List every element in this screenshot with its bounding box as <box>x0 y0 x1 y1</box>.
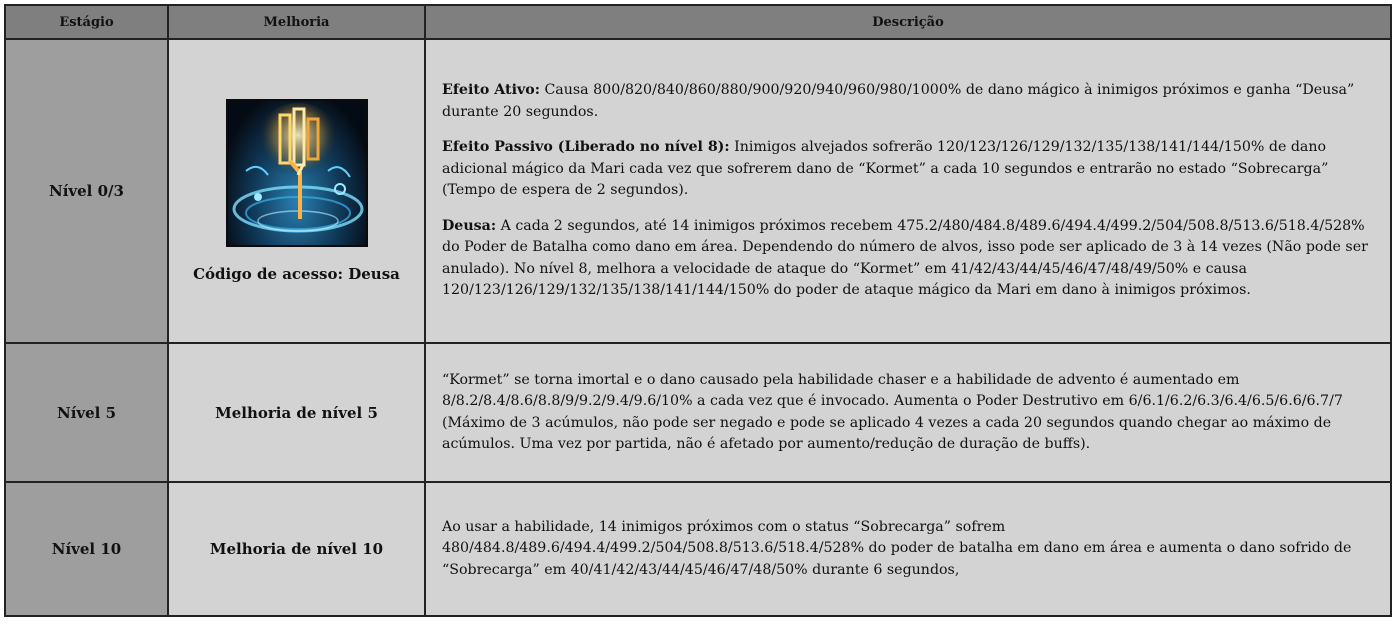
desc-label: Deusa: <box>442 217 497 234</box>
desc-paragraph: Ao usar a habilidade, 14 inimigos próximos com o status “Sobrecarga” sofrem 480/484.8/489.6/494.4/499.2/504/508.8/513.6/518.4/528% do poder de batalha em dano em área e aumenta o dano sofrido de “Sobrecarga” em 40/41/42/43/44/45/46/47/48/50% durante 6 segundos, <box>442 518 1352 578</box>
description-cell <box>425 482 1391 616</box>
upgrade-cell: Melhoria de nível 5 <box>168 343 425 482</box>
desc-paragraph <box>442 137 1382 202</box>
table-header-row <box>5 5 1391 39</box>
desc-paragraph <box>442 216 1382 302</box>
deusa-skill-icon <box>226 99 368 247</box>
table-row <box>5 482 1391 616</box>
skill-upgrade-table <box>4 4 1392 617</box>
header-stage: Estágio <box>5 5 168 39</box>
desc-paragraph <box>442 80 1382 123</box>
stage-cell: Nível 5 <box>5 343 168 482</box>
description-cell <box>425 39 1391 343</box>
desc-label: Efeito Passivo (Liberado no nível 8): <box>442 139 730 156</box>
skill-table-container <box>4 4 1392 617</box>
desc-paragraph: “Kormet” se torna imortal e o dano causado pela habilidade chaser e a habilidade de advento é aumentado em 8/8.2/8.4/8.6/8.8/9/9.2/9.4/9.6/10% a cada vez que é invocado. Aumenta o Poder Destrutivo em 6/6.1/6.2/6.3/6.4/6.5/6.6/6.7/7 (Máximo de 3 acúmulos, não pode ser negado e pode se aplicado 4 vezes a cada 20 segundos quando chegar ao máximo de acúmulos. Uma vez por partida, não é afetado por aumento/redução de duração de buffs). <box>442 371 1343 452</box>
upgrade-cell: Melhoria de nível 10 <box>168 482 425 616</box>
desc-text: A cada 2 segundos, até 14 inimigos próximos recebem 475.2/480/484.8/489.6/494.4/499.2/504/508.8/513.6/518.4/528% do Poder de Batalha como dano em área. Dependendo do número de alvos, isso pode ser aplicado de 3 à 14 vezes (Não pode ser anulado). No nível 8, melhora a velocidade de ataque do “Kormet” em 41/42/43/44/45/46/47/48/49/50% e causa 120/123/126/129/132/135/138/141/144/150% do poder de ataque mágico da Mari em dano à inimigos próximos. <box>442 217 1368 299</box>
table-row <box>5 39 1391 343</box>
desc-label: Efeito Ativo: <box>442 82 540 99</box>
header-upgrade: Melhoria <box>168 5 425 39</box>
stage-cell: Nível 0/3 <box>5 39 168 343</box>
description-cell <box>425 343 1391 482</box>
upgrade-cell <box>168 39 425 343</box>
table-row <box>5 343 1391 482</box>
upgrade-name: Código de acesso: Deusa <box>193 265 400 283</box>
header-description: Descrição <box>425 5 1391 39</box>
deusa-skill-icon-art <box>228 101 366 245</box>
stage-cell: Nível 10 <box>5 482 168 616</box>
desc-text: Causa 800/820/840/860/880/900/920/940/960/980/1000% de dano mágico à inimigos próximos e ganha “Deusa” durante 20 segundos. <box>442 82 1355 120</box>
desc-text: Inimigos alvejados sofrerão 120/123/126/129/132/135/138/141/144/150% de dano adicional mágico da Mari cada vez que sofrerem dano de “Kormet” a cada 10 segundos e entrarão no estado “Sobrecarga” (Tempo de espera de 2 segundos). <box>442 139 1329 199</box>
